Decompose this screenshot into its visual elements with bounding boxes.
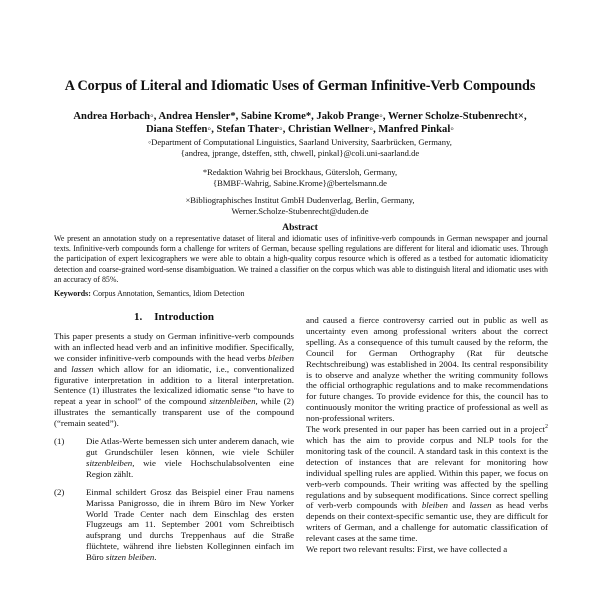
footnote-marker[interactable]: 2 [545,424,548,431]
affiliation-email: Werner.Scholze-Stubenrecht@duden.de [231,206,369,216]
affiliation-email: {andrea, jprange, dsteffen, stth, chwell, pinkal}@coli.uni-saarland.de [180,148,420,158]
right-column [306,315,548,555]
section-number: 1. [134,311,143,323]
paper-title: A Corpus of Literal and Idiomatic Uses of German Infinitive-Verb Compounds [64,78,536,94]
affiliation-address: *Redaktion Wahrig bei Brockhaus, Gütersloh, Germany, [202,167,398,177]
text-run: which allow for an idiomatic, i.e., conventionalized figurative interpretation in addition to a literal interpretation. Sentence (1) illustrates the lexicalized idiomatic sense “to have to repeat a year in school” of the compound [54,363,294,407]
section-title: Introduction [154,311,214,323]
example-text [86,436,294,480]
text-run: and [447,500,470,511]
text-run: . [154,552,157,563]
text-run: The work presented in our paper has been carried out in a project [306,424,545,435]
keywords [54,289,548,298]
author-line: Diana Steffen◦, Stefan Thater◦, Christian Wellner◦, Manfred Pinkal◦ [145,123,455,135]
affiliation-email: {BMBF-Wahrig, Sabine.Krome}@bertelsmann.de [213,178,387,188]
text-run: , while (2) illustrates the semantically transparent use of the compound (“remain seated”). [54,396,294,429]
verb-term: bleiben [421,500,448,511]
intro-paragraph [54,331,294,429]
verb-term: bleiben [267,352,294,363]
example-number: (1) [54,436,65,447]
body-paragraph: We report two relevant results: First, we have collected a [306,544,508,555]
affiliation-wahrig [60,167,540,189]
verb-term: lassen [469,500,492,511]
text-run: This paper presents a study on German infinitive-verb compounds with an inflected head verb and an infinitive modifier. Specifically, we consider infinitive-verb compounds with the head verbs [54,330,294,363]
affiliation-duden [60,195,540,217]
text-run: Einmal schildert Grosz das Beispiel einer Frau namens Marissa Panigrosso, die in ihrem Büro im New Yorker World Trade Center nach dem Einschlag des ersten Flugzeugs am 11. September 2001 vom Schreibtisch aufsprang und durchs Treppenhaus auf die Straße flüchtete, während ihre liebsten Kolleginnen einfach im Büro [86,486,294,563]
affiliation-address: ◦Department of Computational Linguistics, Saarland University, Saarbrücken, Germany, [148,137,452,147]
body-paragraph: and caused a fierce controversy carried out in public as well as uncertainty even among professional writers about the correct spelling. As a consequence of this tumult caused by the reform, the Council for German Orthography (Rat für deutsche Rechtschreibung) was established in 2004. Its central responsibility is to observe and analyze whether the writing community follows the official orthographic regulations and to make recommendations for future changes. To provide evidence for this, the council has to continuously monitor the writing practice of professional as well as non-professional writers. [306,315,548,424]
verb-term: sitzenbleiben [209,396,256,407]
affiliation-address: ×Bibliographisches Institut GmbH Dudenverlag, Berlin, Germany, [185,195,415,205]
author-line: Andrea Horbach◦, Andrea Hensler*, Sabine Krome*, Jakob Prange◦, Werner Scholze-Stubenrecht×, [73,111,527,122]
example-2 [54,487,294,563]
keywords-label: Keywords: [54,289,91,298]
verb-term: sitzen bleiben [105,552,155,563]
verb-term: sitzenbleiben [86,457,133,468]
body-paragraph [306,424,548,544]
section-heading-introduction [54,312,294,323]
abstract-text: We present an annotation study on a representative dataset of literal and idiomatic uses of infinitive-verb compounds in German newspaper and journal texts. Infinitive-verb compounds form a challenge for writers of German, because spelling regulations are different for literal and idiomatic uses. Through the participation of expert lexicographers we were able to obtain a high-quality corpus resource which is offered as a testbed for automatic idiomaticity detection and coarse-grained word-sense disambiguation. We trained a classifier on the corpus which was able to distinguish literal and idiomatic uses with an accuracy of 85%. [54,234,548,284]
abstract-heading: Abstract [282,222,318,233]
left-column [54,312,294,563]
text-run: and [54,363,72,374]
author-list [40,111,560,136]
affiliation-saarland [60,137,540,159]
example-1 [54,436,294,480]
text-run: as head verbs depends on their context-specific semantic use, they are difficult for writers of German, and a challenge for automatic classification of relevant cases at the same time. [306,500,548,544]
example-text [86,487,294,563]
keywords-list: Corpus Annotation, Semantics, Idiom Detection [92,289,245,298]
verb-term: lassen [71,363,94,374]
text-run: Die Atlas-Werte bemessen sich unter anderem danach, wie gut Grundschüler lesen können, wie viele Schüler [86,436,294,457]
example-number: (2) [54,486,65,497]
text-run: which has the aim to provide corpus and NLP tools for the monitoring task of the council. A standard task in this context is the detection of instances that are relevant for monitoring how individual spelling rules are applied. Within this paper, we focus on verb-verb compounds. Their writing was affected by the spelling regulations and by subsequent modifications. Since correct spelling of verb-verb compounds with [306,434,548,511]
text-run: , wie viele Hochschulabsolventen eine Region zählt. [86,457,294,479]
